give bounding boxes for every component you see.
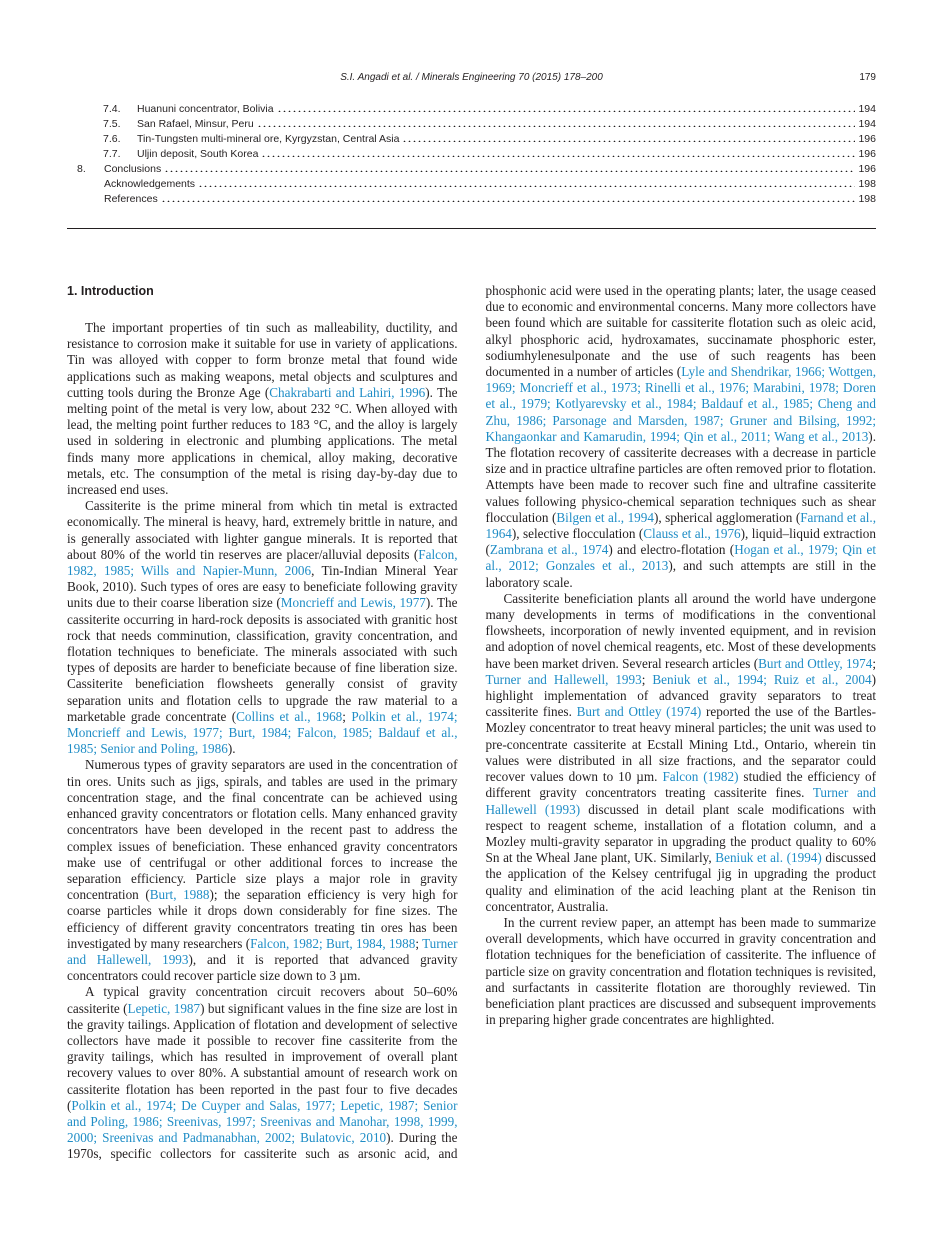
citation-link[interactable]: Farnand et al., 1964 <box>485 509 877 542</box>
toc-number: 7.7. <box>103 148 121 160</box>
text-run: ) and electro-flotation ( <box>608 542 735 558</box>
text-run: Cassiterite beneficiation plants all around the world have undergone many developments in terms of modifications in the conventional flowsheets, incorporation of newly invented equipment, and in revision and adoption of novel chemical reagents, etc. Most of these developments have been market driven. Several research articles ( <box>485 590 876 671</box>
citation-link[interactable]: Moncrieff and Lewis, 1977 <box>280 595 426 611</box>
text-run: ). The melting point of the metal is very low, about 232 °C. When alloyed with lead, the melting point further reduces to 183 °C, and the alloy is largely used in soldering in electronic and plumbing applications. The metal finds many more applications in chemical, alloy making, decorative metals, etc. The consumption of the metal is rising day-by-day due to increased end uses. <box>67 384 458 498</box>
citation-link[interactable]: Falcon, 1982; Burt, 1984, 1988 <box>250 935 416 951</box>
text-run: ), selective flocculation ( <box>511 526 644 542</box>
citation-link[interactable]: Zambrana et al., 1974 <box>489 542 609 558</box>
text-run: ), and it is reported that advanced gravity concentrators could recover particle size down to 3 µm. <box>67 951 458 984</box>
text-run: ), spherical agglomeration ( <box>653 509 801 525</box>
toc-entry[interactable] <box>67 192 876 207</box>
text-run: , Tin-Indian Mineral Year Book, 2010). Such types of ores are easy to beneficiate following gravity units due to their coarse liberation size ( <box>67 563 458 611</box>
toc-label: San Rafael, Minsur, Peru <box>137 118 254 130</box>
toc-entry[interactable] <box>67 147 876 162</box>
text-run: In the current review paper, an attempt has been made to summarize overall developments, which have occurred in gravity concentration and flotation techniques for the beneficiation of cassiterite. The influence of particle size on gravity concentration and flotation techniques is revisited, and surfactants in cassiterite flotation are thoroughly reviewed. Tin beneficiation plant practices are discussed and subsequent improvements in preparing higher grade concentrates are highlighted. <box>485 914 876 1028</box>
toc-number: 8. <box>77 163 86 175</box>
table-of-contents <box>67 102 876 207</box>
toc-page-number: 196 <box>858 148 876 160</box>
toc-dot-leader <box>198 177 855 187</box>
toc-dot-leader <box>257 117 856 127</box>
running-header <box>67 72 876 88</box>
toc-dot-leader <box>164 162 855 172</box>
toc-page-number: 196 <box>858 163 876 175</box>
text-run: Numerous types of gravity separators are used in the concentration of tin ores. Units such as jigs, spirals, and tables are used in the primary concentration stage, and the final concentrate can be achieved using enhanced gravity concentrators or flotation cells. Many enhanced gravity concentrators have been developed in the recent past to address the complex issues of beneficiation. These enhanced gravity concentrators make use of centrifugal or other additional forces to increase the separation efficiency. Particle size plays a major role in gravity concentration ( <box>67 757 458 903</box>
text-run: ). <box>227 741 236 757</box>
paragraph <box>67 757 458 984</box>
text-run: reported the use of the Bartles-Mozley concentrator to treat heavy mineral particles; the unit was used to pre-concentrate cassiterite at Ecstall Mining Ltd., Ontario, wherein tin values were distributed in all size fractions, and the separator could recover values down to 10 µm. <box>485 704 877 785</box>
text-run: Cassiterite is the prime mineral from which tin metal is extracted economically. The mineral is heavy, hard, extremely brittle in nature, and is generally associated with lighter gangue minerals. It is reported that about 80% of the world tin reserves are placer/alluvial deposits ( <box>67 498 458 562</box>
citation-link[interactable]: Beniuk et al. (1994) <box>715 850 822 866</box>
text-run: ). The cassiterite occurring in hard-rock deposits is associated with granitic host rock that needs comminution, classification, gravity concentration, and flotation techniques to beneficiate. The minerals associated with such types of deposits are harder to beneficiate because of fine liberation size. Cassiterite beneficiation flowsheets generally consist of gravity separation units and flotation cells to upgrade the raw material to a marketable grade concentrate ( <box>67 595 458 724</box>
text-run: ), and such attempts are still in the laboratory scale. <box>485 558 876 590</box>
citation-link[interactable]: Burt and Ottley (1974) <box>576 704 702 720</box>
toc-label: Huanuni concentrator, Bolivia <box>137 103 274 115</box>
citation-link[interactable]: Polkin et al., 1974; Moncrieff and Lewis, 1977; Burt, 1984; Falcon, 1985; Baldauf et al., 1985; Senior and Poling, 1986 <box>67 708 458 757</box>
toc-label: Tin-Tungsten multi-mineral ore, Kyrgyzstan, Central Asia <box>137 133 400 145</box>
citation-link[interactable]: Lyle and Shendrikar, 1966; Wottgen, 1969; Moncrieff et al., 1973; Rinelli et al., 1976; Marabini, 1978; Doren et al., 1979; Kotlyarevsky et al., 1984; Baldauf et al., 1985; Cheng and Zhu, 1986; Parsonage and Marsden, 1987; Gruner and Bilsing, 1992; Khangaonkar and Kamarudin, 1994; Qin et al., 2011; Wang et al., 2013 <box>485 364 877 444</box>
citation-link[interactable]: Beniuk et al., 1994; Ruiz et al., 2004 <box>652 671 872 687</box>
text-run: ). The flotation recovery of cassiterite decreases with a decrease in particle size and in practice ultrafine particles are often removed prior to flotation. Attempts have been made to recover such fine and ultrafine cassiterite values following physico-chemical separation techniques such as shear flocculation ( <box>485 428 876 525</box>
text-run: ). During the 1970s, specific collectors for cassiterite such as arsonic acid, and phosphonic acid were used in the operating plants; later, the usage ceased due to economic and environmental concerns. Many more collectors have been found which are suitable for cassiterite flotation such as oleic acid, alkyl phosphoric acid, hydroxamates, succinamate phosphoric ester, sodiumhylenesulponate and the use of such reagents has been documented in a number of articles ( <box>67 283 876 1162</box>
citation-link[interactable]: Burt, 1988 <box>149 887 210 903</box>
text-run: discussed in detail plant scale modifications with respect to reagent scheme, installation of a flotation column, and a Mozley multi-gravity separator in upgrading the product quality to 60% Sn at the Wheal Jane plant, UK. Similarly, <box>485 801 877 866</box>
divider <box>67 228 876 229</box>
toc-label: Uljin deposit, South Korea <box>137 148 259 160</box>
citation-link[interactable]: Turner and Hallewell (1993) <box>485 785 876 817</box>
toc-page-number: 196 <box>858 133 876 145</box>
text-run: ; <box>872 655 876 671</box>
text-run: studied the efficiency of different gravity concentrators treating cassiterite fines. <box>485 769 877 801</box>
toc-number: 7.6. <box>103 133 121 145</box>
page-number: 179 <box>859 72 876 83</box>
paragraph <box>486 915 877 1028</box>
toc-dot-leader <box>161 192 856 202</box>
toc-page-number: 198 <box>858 178 876 190</box>
citation-link[interactable]: Chakrabarti and Lahiri, 1996 <box>269 384 426 400</box>
running-title: S.I. Angadi et al. / Minerals Engineering 70 (2015) 178–200 <box>340 72 603 83</box>
toc-entry[interactable] <box>67 132 876 147</box>
text-run: ; <box>342 708 352 724</box>
text-run: ) but significant values in the fine size are lost in the gravity tailings. Application of flotation and development of selective collectors have made it possible to recover fine cassiterite from the gravity tailings, which has resulted in improvement of overall plant recovery values to over 80%. A substantial amount of research work on cassiterite flotation has been reported in the past four to five decades ( <box>67 1000 458 1113</box>
toc-number: 7.4. <box>103 103 121 115</box>
citation-link[interactable]: Falcon, 1982, 1985; Wills and Napier-Munn, 2006 <box>67 546 458 579</box>
toc-dot-leader <box>402 132 855 142</box>
citation-link[interactable]: Collins et al., 1968 <box>236 708 343 724</box>
toc-label: Acknowledgements <box>104 178 196 190</box>
toc-page-number: 198 <box>858 193 876 205</box>
citation-link[interactable]: Falcon (1982) <box>662 769 739 785</box>
toc-label: Conclusions <box>104 163 162 175</box>
toc-label: References <box>104 193 158 205</box>
citation-link[interactable]: Clauss et al., 1976 <box>643 526 741 542</box>
toc-entry[interactable] <box>67 117 876 132</box>
paragraph <box>67 320 458 498</box>
article-body <box>67 283 876 1178</box>
text-run: ; <box>415 935 423 951</box>
toc-page-number: 194 <box>858 118 876 130</box>
text-run: The important properties of tin such as malleability, ductility, and resistance to corrosion make it suitable for use in variety of applications. Tin was alloyed with copper to form bronze metal that found wide applications such as making weapons, metal objects and sculptures and cutting tools during the Bronze Age ( <box>67 320 458 400</box>
citation-link[interactable]: Lepetic, 1987 <box>127 1000 201 1016</box>
citation-link[interactable]: Hogan et al., 1979; Qin et al., 2012; Gonzales et al., 2013 <box>485 542 877 574</box>
citation-link[interactable]: Turner and Hallewell, 1993 <box>485 671 642 687</box>
toc-entry[interactable] <box>67 102 876 117</box>
toc-page-number: 194 <box>858 103 876 115</box>
paragraph <box>486 591 877 915</box>
text-run: ; <box>641 671 653 687</box>
text-run: ); the separation efficiency is very high for coarse particles while it drops down considerably for fine sizes. The efficiency of different gravity concentrators treating tin ores has been investigated by many researchers ( <box>67 887 458 951</box>
toc-number: 7.5. <box>103 118 121 130</box>
citation-link[interactable]: Burt and Ottley, 1974 <box>758 655 873 671</box>
citation-link[interactable]: Bilgen et al., 1994 <box>556 509 654 525</box>
toc-dot-leader <box>277 102 856 112</box>
text-run: discussed the application of the Kelsey centrifugal jig in upgrading the product quality and elimination of the acid leaching plant at the Renison tin concentrator, Australia. <box>485 850 876 914</box>
paragraph <box>67 498 458 757</box>
citation-link[interactable]: Polkin et al., 1974; De Cuyper and Salas, 1977; Lepetic, 1987; Senior and Poling, 1986; Sreenivas, 1997; Sreenivas and Manohar, 1998, 1999, 2000; Sreenivas and Padmanabhan, 2002; Bulatovic, 2010 <box>67 1097 458 1146</box>
text-run: ) highlight implementation of advanced gravity separators to treat cassiterite fines. <box>485 671 876 720</box>
text-run: A typical gravity concentration circuit recovers about 50–60% cassiterite ( <box>67 984 458 1016</box>
toc-entry[interactable] <box>67 162 876 177</box>
toc-dot-leader <box>261 147 855 157</box>
toc-entry[interactable] <box>67 177 876 192</box>
text-run: ), liquid–liquid extraction ( <box>485 526 876 558</box>
citation-link[interactable]: Turner and Hallewell, 1993 <box>67 935 458 967</box>
section-heading: 1. Introduction <box>67 284 154 298</box>
